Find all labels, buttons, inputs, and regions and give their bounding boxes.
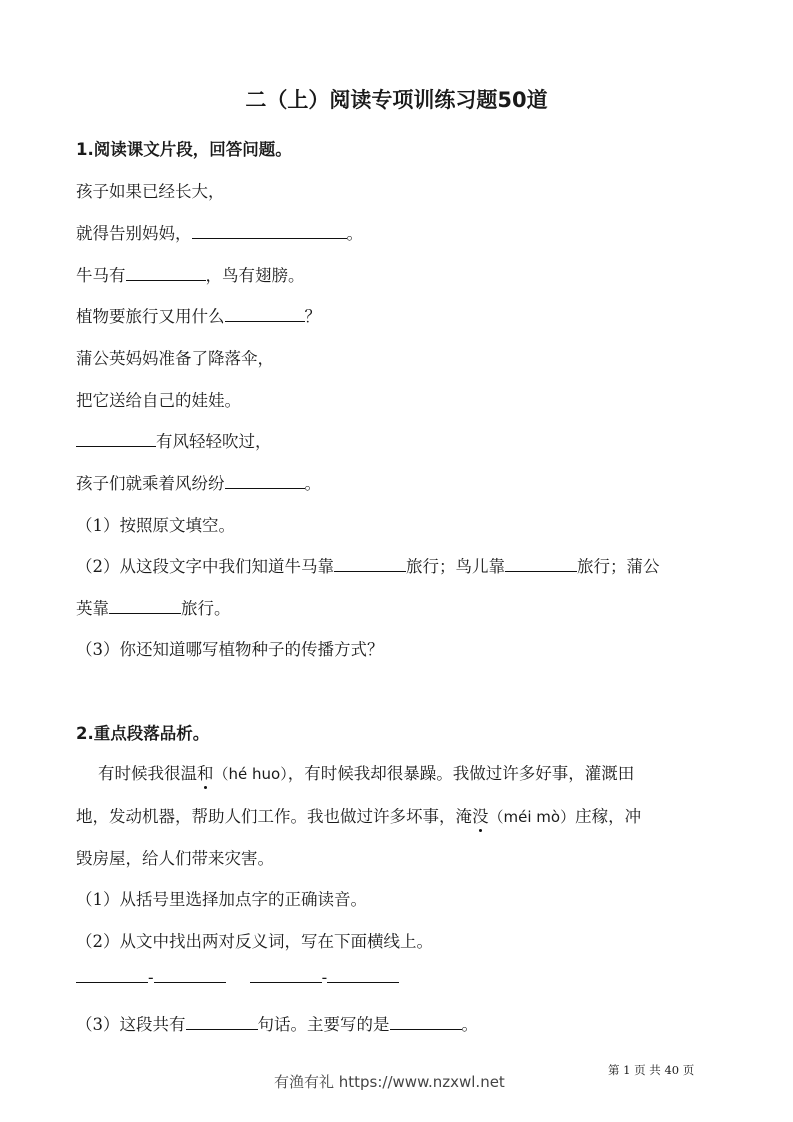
q1-sub-1: （1）按照原文填空。: [76, 516, 235, 535]
fill-blank[interactable]: [225, 474, 305, 489]
q1-sub-3: （3）你还知道哪写植物种子的传播方式？: [76, 640, 384, 659]
text: 旅行；蒲公: [577, 557, 660, 576]
text: 。: [304, 474, 321, 493]
fill-blank[interactable]: [334, 557, 406, 572]
q2-sub-3: [76, 1011, 478, 1035]
q2-sub-2: （2）从文中找出两对反义词，写在下面横线上。: [76, 932, 433, 951]
text: 。: [461, 1015, 478, 1034]
q2-sub-1: （1）从括号里选择加点字的正确读音。: [76, 890, 367, 909]
text: 旅行；鸟儿靠: [406, 557, 505, 576]
text: 旅行。: [181, 599, 231, 618]
fill-blank[interactable]: [76, 432, 156, 447]
text: ，鸟有翅膀。: [205, 266, 305, 285]
q1-line-2: [76, 220, 363, 244]
fill-blank[interactable]: [154, 968, 226, 983]
fill-blank[interactable]: [390, 1015, 462, 1030]
text: 英靠: [76, 599, 109, 618]
pinyin: （méi mò）: [488, 808, 576, 826]
page-number: 第 1 页 共 40 页: [608, 1063, 695, 1077]
dash: -: [321, 968, 328, 987]
q1-line-5: 蒲公英妈妈准备了降落伞，: [76, 349, 274, 368]
fill-blank[interactable]: [250, 968, 322, 983]
text: 有风轻轻吹过，: [156, 432, 272, 451]
q1-line-1: 孩子如果已经长大，: [76, 182, 225, 201]
text: 孩子们就乘着风纷纷: [76, 474, 225, 493]
text: 。: [346, 224, 363, 243]
text: ，有时候我却很暴躁。我做过许多好事，灌溉田: [287, 764, 635, 783]
fill-blank[interactable]: [505, 557, 577, 572]
q1-line-6: 把它送给自己的娃娃。: [76, 391, 241, 410]
text: （2）从这段文字中我们知道牛马靠: [76, 557, 334, 576]
q1-line-7: [76, 428, 272, 452]
q1-line-4: [76, 303, 321, 327]
q1-sub-2: [76, 553, 660, 577]
question-1-heading: 1.阅读课文片段，回答问题。: [76, 140, 292, 159]
text: 植物要旅行又用什么: [76, 307, 225, 326]
q2-paragraph-line-2: [76, 803, 641, 827]
dash: -: [148, 968, 154, 987]
text: 句话。主要写的是: [257, 1015, 390, 1034]
text: 就得告别妈妈，: [76, 224, 192, 243]
page-title: 二（上）阅读专项训练习题50道: [245, 88, 548, 112]
fill-blank[interactable]: [126, 266, 206, 281]
text: 有时候我很温: [98, 764, 197, 783]
dotted-char: 没: [472, 807, 489, 826]
question-2-heading: 2.重点段落品析。: [76, 724, 210, 743]
q2-paragraph-line-3: 毁房屋，给人们带来灾害。: [76, 849, 274, 868]
q1-sub-2-cont: [76, 595, 231, 619]
fill-blank[interactable]: [109, 599, 181, 614]
fill-blank[interactable]: [327, 968, 399, 983]
text: （3）这段共有: [76, 1015, 186, 1034]
text: 地，发动机器，帮助人们工作。我也做过许多坏事，淹: [76, 807, 472, 826]
q2-paragraph-line-1: [98, 760, 634, 784]
pinyin: （hé huo）: [213, 765, 288, 783]
q2-antonym-blanks: [76, 968, 399, 987]
fill-blank[interactable]: [225, 307, 305, 322]
fill-blank[interactable]: [192, 224, 347, 239]
q1-line-3: [76, 262, 305, 286]
text: ？: [304, 307, 321, 326]
watermark-site: 有渔有礼 https://www.nzxwl.net: [274, 1073, 505, 1091]
dotted-char: 和: [197, 764, 214, 783]
text: 庄稼，冲: [575, 807, 642, 826]
text: 牛马有: [76, 266, 126, 285]
q1-line-8: [76, 470, 321, 494]
fill-blank[interactable]: [186, 1015, 258, 1030]
fill-blank[interactable]: [76, 968, 148, 983]
